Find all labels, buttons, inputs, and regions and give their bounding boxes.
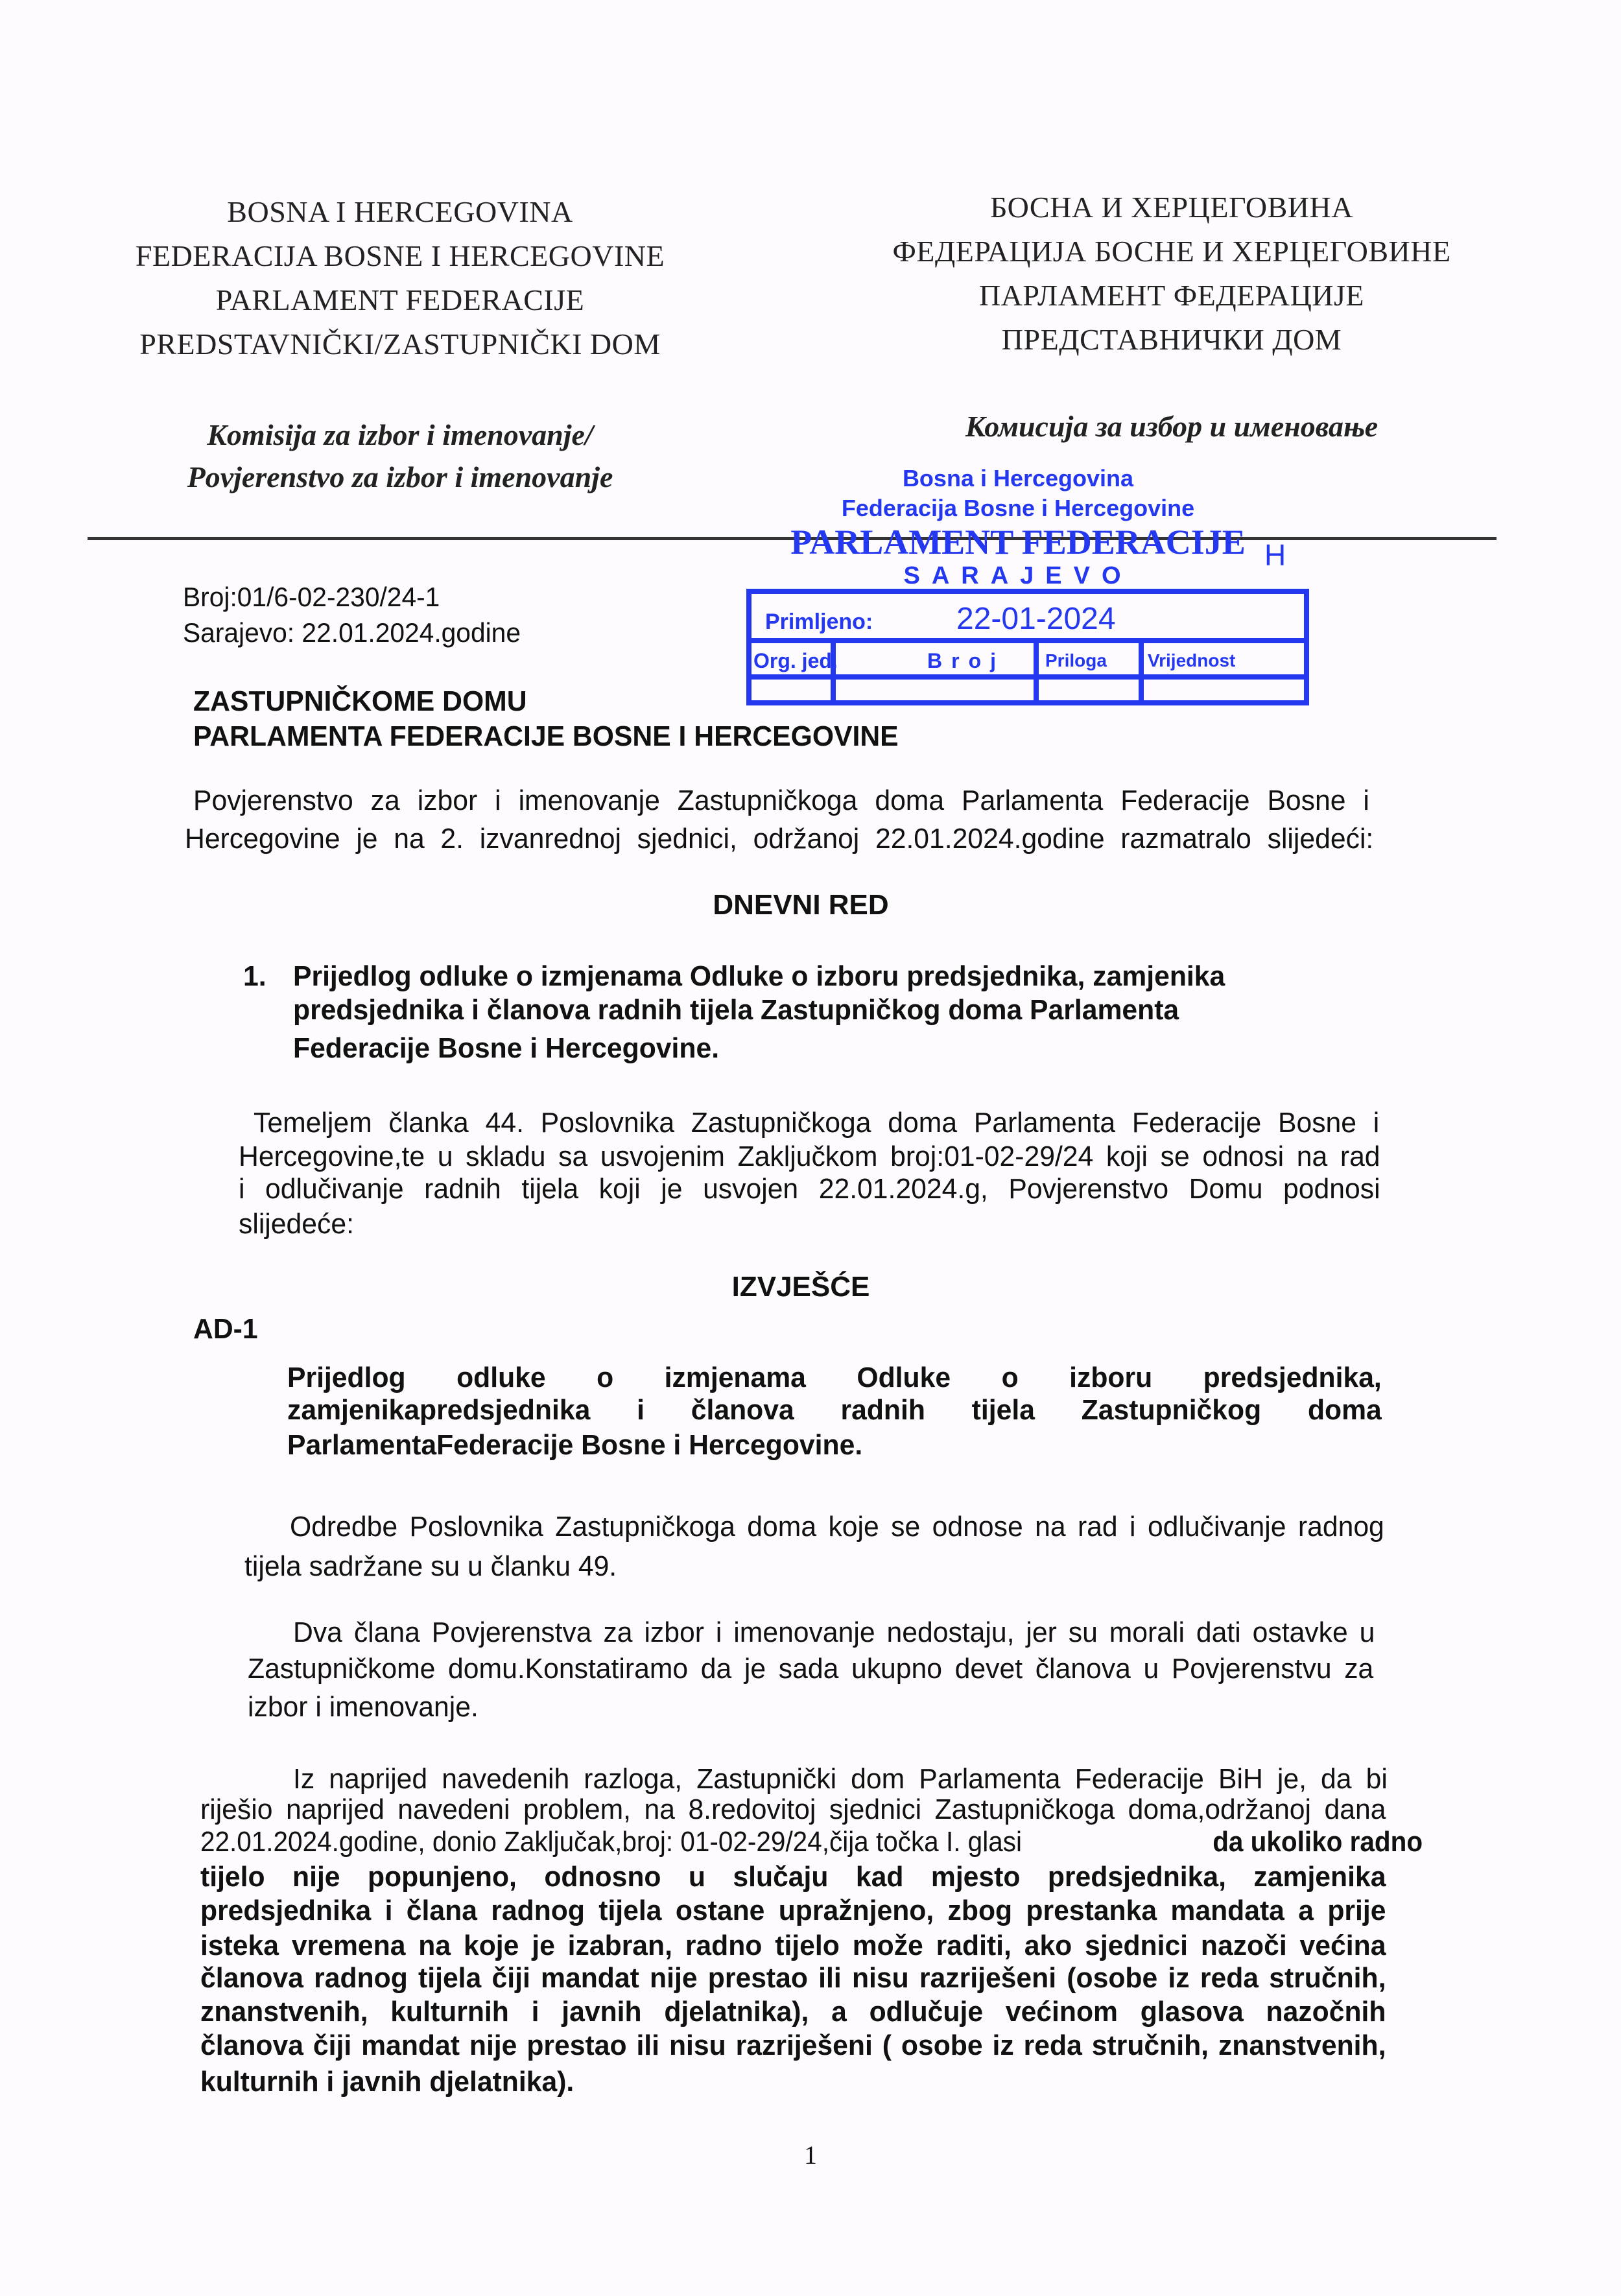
stamp-col-org: Org. jed. <box>753 649 838 672</box>
header-left-line: BOSNA I HERCEGOVINA <box>227 195 573 228</box>
reference-number: Broj:01/6-02-230/24-1 <box>183 582 440 612</box>
header-right <box>815 185 1528 362</box>
commission-left-line: Komisija za izbor i imenovanje/ <box>207 418 593 451</box>
para2-line: izbor i imenovanje. <box>248 1691 479 1723</box>
header-left-line: PARLAMENT FEDERACIJE <box>215 283 585 316</box>
stamp-line1: Bosna i Hercegovina <box>902 465 1134 491</box>
basis-line: Temeljem članka 44. Poslovnika Zastupničkoga doma Parlamenta Federacije Bosne i <box>254 1107 1380 1139</box>
para3-line: riješio naprijed navedeni problem, na 8.redovitoj sjednici Zastupničkoga doma,održanoj dana <box>200 1793 1386 1825</box>
agenda-item-line: Prijedlog odluke o izmjenama Odluke o izboru predsjednika, zamjenika <box>293 960 1225 992</box>
ad-label: AD-1 <box>193 1313 258 1345</box>
stamp-line3: PARLAMENT FEDERACIJE <box>790 523 1246 562</box>
intro-line: Povjerenstvo za izbor i imenovanje Zastupničkoga doma Parlamenta Federacije Bosne i <box>193 785 1369 816</box>
para3-line-plain: 22.01.2024.godine, donio Zaključak,broj: 01-02-29/24,čija točka I. glasi <box>200 1826 1022 1858</box>
registry-stamp <box>733 462 1329 708</box>
header-right-line: ПРЕДСТАВНИЧКИ ДОМ <box>1001 323 1342 356</box>
agenda-title: DNEVNI RED <box>713 889 889 921</box>
place-date: Sarajevo: 22.01.2024.godine <box>183 617 521 648</box>
stamp-line2: Federacija Bosne i Hercegovine <box>841 495 1195 521</box>
para3-line: Iz naprijed navedenih razloga, Zastupnički dom Parlamenta Federacije BiH je, da bi <box>293 1763 1388 1795</box>
page-number: 1 <box>804 2140 817 2170</box>
header-right-line: ПАРЛАМЕНТ ФЕДЕРАЦИЈЕ <box>978 279 1365 312</box>
header-left-line: PREDSTAVNIČKI/ZASTUPNIČKI DOM <box>139 327 661 361</box>
report-title: IZVJEŠĆE <box>731 1271 870 1303</box>
stamp-handwritten-mark: H <box>1264 538 1286 572</box>
stamp-col-vrijednost: Vrijednost <box>1148 650 1236 670</box>
intro-line: Hercegovine je na 2. izvanrednoj sjednici, održanoj 22.01.2024.godine razmatralo slijedeći: <box>185 823 1374 855</box>
addressee-line: ZASTUPNIČKOME DOMU <box>193 685 527 717</box>
para3-mixed-line <box>200 1825 1423 1860</box>
para3-bold-line: kulturnih i javnih djelatnika). <box>200 2066 574 2098</box>
para1-line: Odredbe Poslovnika Zastupničkoga doma koje se odnose na rad i odlučivanje radnog <box>290 1511 1384 1543</box>
agenda-item-line: Federacije Bosne i Hercegovine. <box>293 1032 720 1064</box>
agenda-item-line: predsjednika i članova radnih tijela Zastupničkog doma Parlamenta <box>293 994 1179 1026</box>
stamp-received-label: Primljeno: <box>765 610 873 634</box>
basis-line: Hercegovine,te u skladu sa usvojenim Zaključkom broj:01-02-29/24 koji se odnosi na rad <box>239 1141 1380 1172</box>
ad-line: zamjenikapredsjednika i članova radnih tijela Zastupničkog doma <box>287 1394 1382 1426</box>
addressee-line: PARLAMENTA FEDERACIJE BOSNE I HERCEGOVINE <box>193 720 899 752</box>
stamp-line4: SARAJEVO <box>903 562 1133 589</box>
commission-left <box>43 414 757 498</box>
para2-line: Dva člana Povjerenstva za izbor i imenovanje nedostaju, jer su morali dati ostavke u <box>293 1616 1375 1648</box>
header-left <box>43 190 757 366</box>
para3-bold-line: isteka vremena na koje je izabran, radno tijelo može raditi, ako sjednici nazoči većina <box>200 1930 1386 1961</box>
header-right-line: ФЕДЕРАЦИЈА БОСНЕ И ХЕРЦЕГОВИНЕ <box>892 235 1451 268</box>
commission-left-line: Povjerenstvo za izbor i imenovanje <box>187 460 613 493</box>
stamp-received-date: 22-01-2024 <box>956 602 1116 636</box>
ad-line: ParlamentaFederacije Bosne i Hercegovine. <box>287 1429 863 1461</box>
para3-bold-line: članova čiji mandat nije prestao ili nisu razriješeni ( osobe iz reda stručnih, znanstvenih, <box>200 2030 1386 2061</box>
para1-line: tijela sadržane su u članku 49. <box>244 1550 617 1582</box>
para3-bold-line: tijelo nije popunjeno, odnosno u slučaju kad mjesto predsjednika, zamjenika <box>200 1861 1386 1893</box>
para2-line: Zastupničkome domu.Konstatiramo da je sada ukupno devet članova u Povjerenstvu za <box>248 1653 1374 1685</box>
agenda-item-number: 1. <box>243 960 266 992</box>
header-left-line: FEDERACIJA BOSNE I HERCEGOVINE <box>135 239 665 272</box>
commission-right: Комисија за избор и именовање <box>965 410 1378 443</box>
header-right-line: БОСНА И ХЕРЦЕГОВИНА <box>990 191 1353 224</box>
para3-bold-line: predsjednika i člana radnog tijela ostane upražnjeno, zbog prestanka mandata a prije <box>200 1895 1386 1926</box>
para3-bold-line: znanstvenih, kulturnih i javnih djelatnika), a odlučuje većinom glasova nazočnih <box>200 1996 1386 2028</box>
stamp-col-priloga: Priloga <box>1045 650 1107 670</box>
ad-line: Prijedlog odluke o izmjenama Odluke o izboru predsjednika, <box>287 1362 1382 1393</box>
basis-line: i odlučivanje radnih tijela koji je usvojen 22.01.2024.g, Povjerenstvo Domu podnosi <box>239 1173 1380 1205</box>
para3-line-bold: da ukoliko radno <box>1213 1826 1423 1858</box>
stamp-col-broj: Broj <box>927 649 1005 672</box>
para3-bold-line: članova radnog tijela čiji mandat nije prestao ili nisu razriješeni (osobe iz reda stručnih, <box>200 1962 1386 1994</box>
basis-line: slijedeće: <box>239 1208 354 1240</box>
